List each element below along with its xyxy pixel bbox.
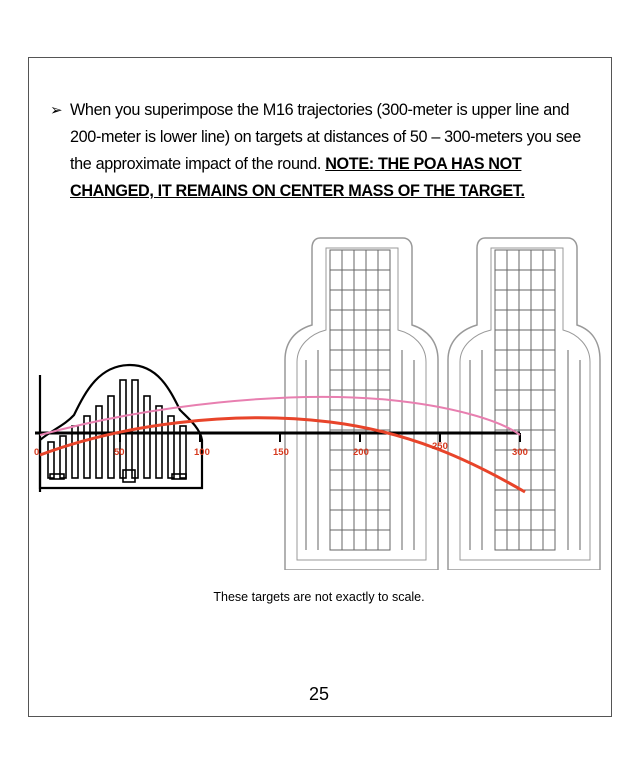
distance-label-100: 100 bbox=[194, 447, 210, 458]
figure-caption: These targets are not exactly to scale. bbox=[213, 590, 425, 604]
zero-target-bars bbox=[48, 380, 186, 482]
distance-label-50: 50 bbox=[114, 447, 125, 458]
distance-label-200: 200 bbox=[353, 447, 369, 458]
distance-label-250: 250 bbox=[432, 441, 448, 452]
page-number: 25 bbox=[308, 684, 330, 704]
distance-label-150: 150 bbox=[273, 447, 289, 458]
body-text: When you superimpose the M16 trajectories (300-meter is upper line and 200-meter is lower line) on targets at distances of 50 – 300-meters you see the approximate impact of the round. bbox=[70, 101, 581, 173]
note-text: NOTE: THE POA HAS NOT CHANGED, IT REMAINS ON CENTER MASS OF THE TARGET. bbox=[70, 155, 525, 200]
bullet-text bbox=[70, 97, 600, 205]
arrow-bullet-icon: ➢ bbox=[50, 102, 63, 119]
trajectory-diagram bbox=[30, 230, 608, 570]
trajectory-figure bbox=[30, 230, 608, 570]
distance-label-0: 0 bbox=[34, 447, 40, 458]
target-silhouette-large-2 bbox=[448, 238, 600, 570]
distance-label-300: 300 bbox=[512, 447, 528, 458]
